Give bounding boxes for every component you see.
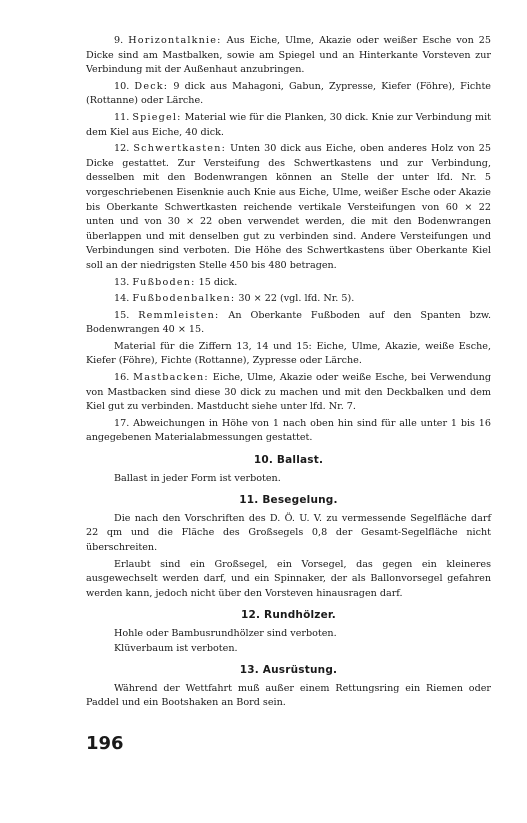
item-term: Mastbacken:	[133, 372, 209, 384]
page-number: 196	[86, 733, 124, 754]
item-number: 11.	[114, 111, 130, 123]
item-number: 16.	[114, 372, 130, 384]
item-number: 13.	[114, 276, 130, 288]
section-heading-rundhoelzer: 12. Rundhölzer.	[241, 609, 336, 622]
item-term: Fußbodenbalken:	[132, 293, 236, 305]
section-text-ballast: Ballast in jeder Form ist verboten.	[114, 472, 281, 484]
item-number: 14.	[114, 293, 130, 305]
item-term: Deck:	[134, 80, 169, 92]
paragraph-12	[86, 142, 491, 273]
item-text: An Oberkante Fußboden auf den Spanten bzw. Bodenwrangen 40 × 15.	[86, 309, 491, 336]
section-heading-ausruestung: 13. Ausrüstung.	[239, 664, 338, 677]
item-text: Aus Eiche, Ulme, Akazie oder weißer Esche von 25 Dicke sind am Mastbalken, sowie am Spiegel und an Hinterkante Vorsteven zur Verbindung mit der Außenhaut anzubringen.	[86, 35, 491, 76]
paragraph-9	[86, 34, 491, 78]
item-number: 12.	[114, 143, 130, 155]
item-number: 10.	[114, 80, 130, 92]
section-text-rundhoelzer	[86, 627, 491, 656]
item-term: Schwertkasten:	[133, 143, 226, 155]
rundhoelzer-line-2: Klüverbaum ist verboten.	[114, 642, 238, 654]
item-text: Material wie für die Planken, 30 dick. Knie zur Verbindung mit dem Kiel aus Eiche, 40 dick.	[86, 111, 491, 138]
item-text: 15 dick.	[198, 276, 238, 288]
paragraph-15	[86, 309, 491, 338]
item-text: 30 × 22 (vgl. lfd. Nr. 5).	[238, 293, 355, 305]
paragraph-10	[86, 80, 491, 109]
section-text-besegelung-1: Die nach den Vorschriften des D. Ö. U. V. zu vermessende Segelfläche darf 22 qm und die Fläche des Großsegels 0,8 der Gesamt-Segelfläche nicht überschreiten.	[86, 512, 491, 553]
section-heading-ballast: 10. Ballast.	[253, 454, 324, 467]
item-term: Horizontalknie:	[128, 35, 222, 46]
item-term: Spiegel:	[132, 111, 182, 123]
paragraph-13	[86, 276, 491, 291]
section-heading-besegelung: 11. Besegelung.	[239, 494, 338, 507]
item-text: Eiche, Ulme, Akazie oder weiße Esche, bei Verwendung von Mastbacken sind diese 30 dick zu machen und mit den Deckbalken und dem Kiel gut zu verbinden. Mastducht siehe unter lfd. Nr. 7.	[86, 372, 491, 413]
item-text: Unten 30 dick aus Eiche, oben anderes Holz von 25 Dicke gestattet. Zur Versteifung des Schwertkastens und zur Verbindung, desselben mit den Bodenwrangen können an Stelle der unter lfd. Nr. 5 vorgeschriebenen Eisenknie auch Knie aus Eiche, Ulme, weißer Esche oder Akazie bis Oberkante Schwertkasten reichende vertikale Versteifungen von 60 × 22 unten und von 30 × 22 oben verwendet werden, die mit den Bodenwrangen überlappen und mit denselben gut zu verbinden sind. Andere Versteifungen und Verbindungen sind verboten. Die Höhe des Schwertkastens über Oberkante Kiel soll an der niedrigsten Stelle 450 bis 480 betragen.	[86, 143, 491, 271]
item-number: 9.	[114, 35, 124, 46]
item-term: Remmleisten:	[138, 309, 220, 321]
paragraph-17: 17. Abweichungen in Höhe von 1 nach oben hin sind für alle unter 1 bis 16 angegebenen Materialabmessungen gestattet.	[86, 417, 491, 444]
paragraph-14	[86, 292, 491, 307]
rundhoelzer-line-1: Hohle oder Bambusrundhölzer sind verboten.	[114, 627, 337, 639]
paragraph-16	[86, 371, 491, 415]
paragraph-11	[86, 111, 491, 140]
section-text-ausruestung: Während der Wettfahrt muß außer einem Rettungsring ein Riemen oder Paddel und ein Bootshaken an Bord sein.	[86, 682, 491, 709]
section-text-besegelung-2: Erlaubt sind ein Großsegel, ein Vorsegel, das gegen ein kleineres ausgewechselt werden darf, und ein Spinnaker, der als Ballonvorsegel gefahren werden kann, jedoch nicht über den Vorsteven hinausragen darf.	[86, 558, 491, 599]
item-number: 15.	[114, 309, 130, 321]
item-term: Fußboden:	[132, 276, 196, 288]
item-text: 9 dick aus Mahagoni, Gabun, Zypresse, Kiefer (Föhre), Fichte (Rottanne) oder Lärche.	[86, 80, 491, 107]
paragraph-material: Material für die Ziffern 13, 14 und 15: Eiche, Ulme, Akazie, weiße Esche, Kiefer (Föhre), Fichte (Rottanne), Zypresse oder Lärche.	[86, 340, 491, 367]
